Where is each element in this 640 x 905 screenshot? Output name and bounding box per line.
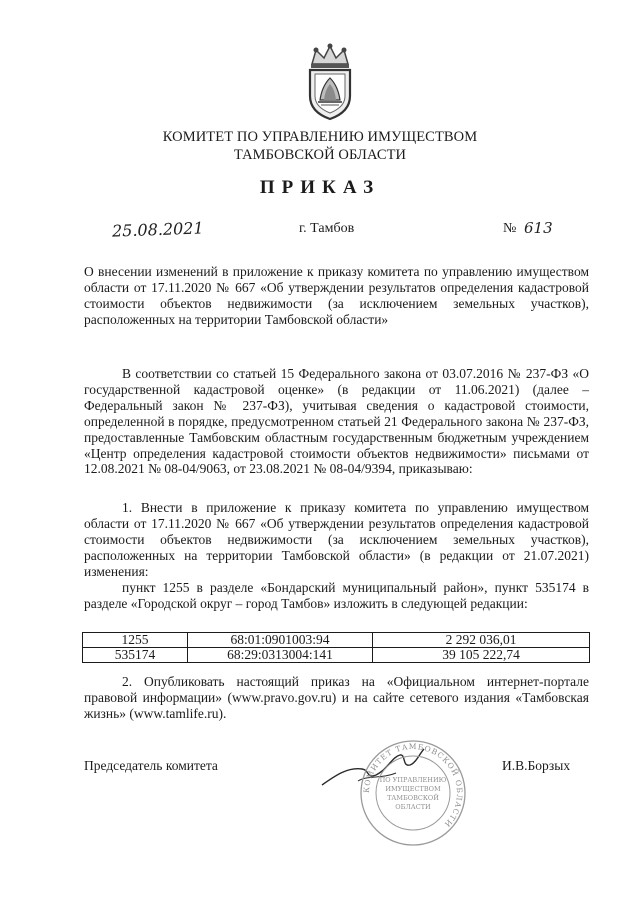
seal-line: ПО УПРАВЛЕНИЮ <box>379 776 447 784</box>
signatory-name: И.В.Борзых <box>502 758 571 773</box>
cadastral-values-table <box>82 632 590 663</box>
order-date-handwritten: 25.08.2021 <box>111 218 204 241</box>
order-item-1-sub: пункт 1255 в разделе «Бондарский муниципальный район», пункт 535174 в разделе «Городской округ – город Тамбов» изложить в следующей редакции: <box>84 580 589 611</box>
seal-line: ИМУЩЕСТВОМ <box>385 785 441 793</box>
cadastral-number-cell: 68:01:0901003:94 <box>188 633 373 648</box>
seal-line: ТАМБОВСКОЙ <box>387 794 439 802</box>
seal-ring-text: КОМИТЕТ ТАМБОВСКОЙ ОБЛАСТИ <box>361 741 465 830</box>
org-name-line1: КОМИТЕТ ПО УПРАВЛЕНИЮ ИМУЩЕСТВОМ <box>162 129 478 145</box>
seal-line: ОБЛАСТИ <box>395 803 431 811</box>
signatory-position: Председатель комитета <box>84 758 218 773</box>
cadastral-number-cell: 68:29:0313004:141 <box>188 648 373 663</box>
order-number-handwritten: 613 <box>524 219 553 237</box>
city-label: г. Тамбов <box>299 221 355 236</box>
point-number-cell: 1255 <box>83 633 188 648</box>
document-type-title: ПРИКАЗ <box>259 177 381 198</box>
order-preamble: В соответствии со статьей 15 Федерального закона от 03.07.2016 № 237-ФЗ «О государственной кадастровой оценке» (в редакции от 11.06.2021) (далее – Федеральный закон № 237-ФЗ), учитывая сведения о кадастровой стоимости, определенной в порядке, предусмотренном статьей 21 Федерального закона № 237-ФЗ, предоставленные Тамбовским областным государственным бюджетным учреждением «Центр определения кадастровой стоимости объектов недвижимости» письмами от 12.08.2021 № 08-04/9063, от 23.08.2021 № 08-04/9394, приказываю: <box>84 366 589 477</box>
tambov-coat-of-arms-icon <box>298 42 362 122</box>
table-row <box>83 633 590 648</box>
cadastral-value-cell: 39 105 222,74 <box>373 648 590 663</box>
table-row <box>83 648 590 663</box>
org-name-line2: ТАМБОВСКОЙ ОБЛАСТИ <box>233 147 407 163</box>
order-subject: О внесении изменений в приложение к приказу комитета по управлению имуществом области от 17.11.2020 № 667 «Об утверждении результатов определения кадастровой стоимости объектов недвижимости (за исключением земельных участков), расположенных на территории Тамбовской области» <box>84 264 589 327</box>
order-number-label: № <box>503 221 517 236</box>
order-item-1: 1. Внести в приложение к приказу комитета по управлению имуществом области от 17.11.2020 № 667 «Об утверждении результатов определения кадастровой стоимости объектов недвижимости (за исключением земельных участков), расположенных на территории Тамбовской области» (в редакции от 21.07.2021) изменения: <box>84 500 589 579</box>
point-number-cell: 535174 <box>83 648 188 663</box>
cadastral-value-cell: 2 292 036,01 <box>373 633 590 648</box>
order-item-2: 2. Опубликовать настоящий приказ на «Официальном интернет-портале правовой информации» (www.pravo.gov.ru) и на сайте сетевого издания «Тамбовская жизнь» (www.tamlife.ru). <box>84 674 589 721</box>
official-seal-icon <box>358 738 468 848</box>
